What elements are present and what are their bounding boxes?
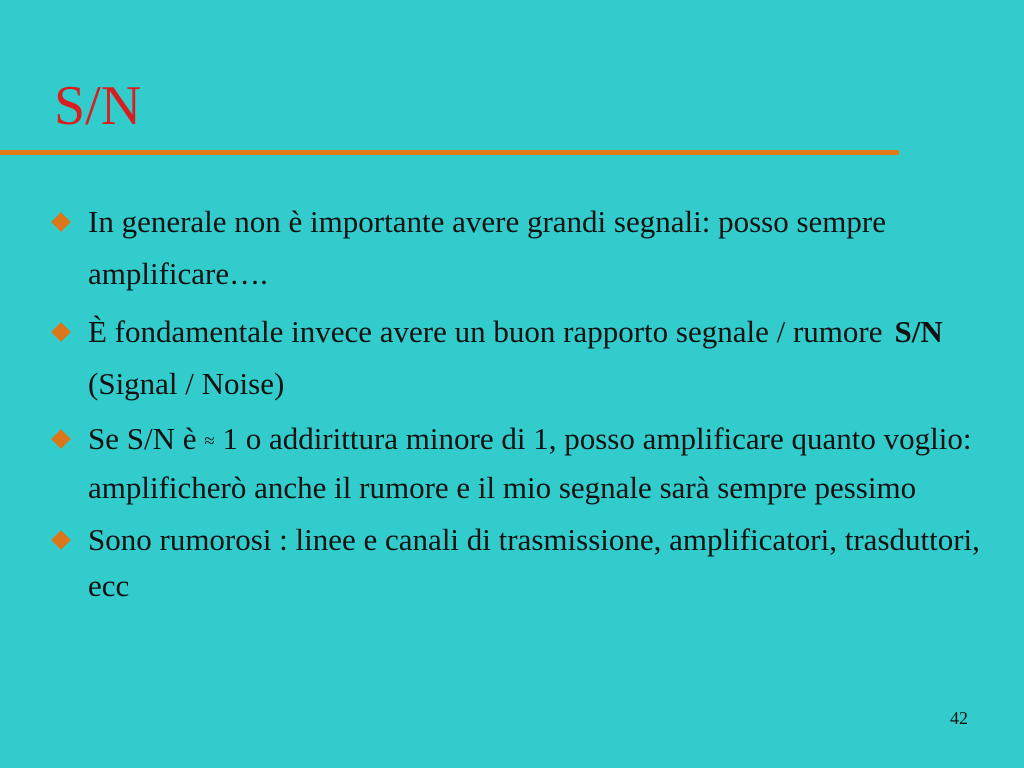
diamond-bullet-icon (51, 322, 71, 342)
page-number: 42 (950, 708, 968, 728)
bullet-text: Sono rumorosi : linee e canali di trasmissione, amplificatori, trasduttori, ecc (88, 522, 980, 603)
diamond-bullet-icon (51, 429, 71, 449)
bullet-item (50, 306, 1000, 410)
diamond-bullet-icon (51, 530, 71, 550)
title-divider (0, 150, 899, 155)
bullet-item (50, 196, 1000, 300)
bullet-text: 1 o addirittura minore di 1, posso amplificare quanto voglio: amplificherò anche il rumore e il mio segnale sarà sempre pessimo (88, 421, 972, 505)
bullet-emphasis: S/N (894, 314, 943, 349)
slide-title: S/N (54, 75, 142, 137)
bullet-text: In generale non è importante avere grandi segnali: posso sempre amplificare…. (88, 204, 886, 291)
bullet-item (50, 517, 1000, 609)
bullet-text: Se S/N è (88, 421, 197, 456)
bullet-text: È fondamentale invece avere un buon rapporto segnale / rumore (88, 314, 883, 349)
bullet-text: (Signal / Noise) (88, 366, 285, 401)
approx-symbol: ≈ (204, 431, 215, 452)
bullet-item (50, 416, 1000, 511)
diamond-bullet-icon (51, 212, 71, 232)
bullet-list (50, 196, 1000, 615)
